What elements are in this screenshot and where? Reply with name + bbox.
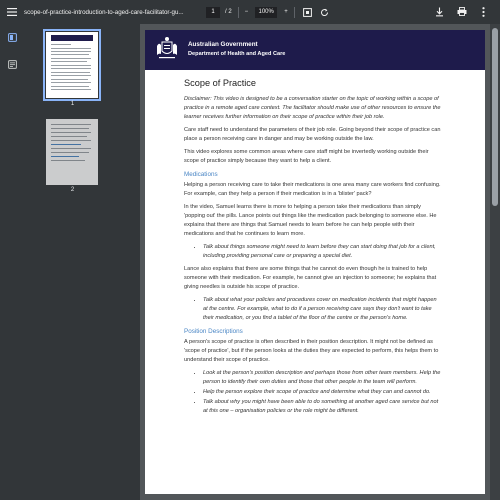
banner-government-name: Australian Government: [188, 41, 258, 48]
sidebar: [0, 24, 25, 500]
disclaimer-text: Disclaimer: This video is designed to be a conversation starter on the topic of working within a scope of practice in a remote aged care context. The facilitator should make use of other resources to ensure the learner receives further information on their scope of practice within their job role.: [184, 96, 441, 120]
document-title: scope-of-practice-introduction-to-aged-care-facilitator-gu...: [24, 8, 184, 16]
pdf-page: [145, 30, 485, 494]
scrollbar-thumb[interactable]: [492, 28, 498, 206]
toolbar-divider: [294, 7, 295, 18]
page-selector: [206, 7, 232, 18]
zoom-controls: [245, 7, 288, 18]
thumbnail-panel: [25, 24, 140, 500]
section-heading-position-descriptions: Position Descriptions: [184, 328, 243, 335]
paragraph: Care staff need to understand the parameters of their job role. Going beyond their scope of practice can place a person receiving care in danger and may be working outside the law.: [184, 127, 441, 142]
rotate-icon[interactable]: [318, 6, 331, 19]
thumbnails-icon[interactable]: [0, 26, 25, 48]
print-icon[interactable]: [455, 5, 468, 18]
list-item: • Talk about what your policies and procedures cover on medication incidents that might happen at the centre. For example, what to do if a person receiving care says they don't want to take their medication, or you find a tablet of the floor of the centre or the person's home.: [203, 296, 441, 323]
zoom-out-button[interactable]: −: [244, 9, 249, 15]
list-item: • Talk about things someone might need to learn before they can start doing that job for a client, including providing personal care or preparing a special diet.: [203, 243, 441, 261]
list-item: • Look at the person's position description and perhaps those from other team members. Help the person to identify their own duties and those that other people in the team will perform.: [203, 369, 441, 387]
paragraph: This video explores some common areas where care staff might be invertedly working outside their scope of practice simply because they want to help a client.: [184, 149, 429, 164]
government-banner: [145, 30, 485, 70]
zoom-input[interactable]: 100%: [255, 7, 277, 18]
page-thumbnail[interactable]: [46, 119, 98, 185]
paragraph: In the video, Samuel learns there is more to helping a person take their medications than simply 'popping out' the pills. Lance points out things like the medication pack belonging to someone else. He explains that there are things that Samuel needs to learn before he can help people with their medications and that he continues to learn more.: [184, 204, 437, 237]
menu-icon[interactable]: [0, 0, 24, 24]
banner-department-name: Department of Health and Aged Care: [188, 51, 286, 57]
section-heading-medications: Medications: [184, 171, 218, 178]
thumbnail-page-number: 1: [70, 101, 75, 107]
page-title: Scope of Practice: [184, 78, 257, 88]
document-content: [184, 77, 441, 420]
page-total: / 2: [225, 9, 232, 15]
more-vert-icon[interactable]: [477, 5, 490, 18]
bullet-list: [203, 369, 441, 416]
list-item: • Talk about why you might have been able to do something at another aged care service but not at this one – organisation policies or the role might be different.: [203, 398, 441, 416]
paragraph: Lance also explains that there are some things that he cannot do even though he is trained to help someone with their medication. For example, he cannot give an injection to someone; he explains that giving needles is outside his scope of practice.: [184, 266, 437, 290]
paragraph: A person's scope of practice is often described in their position description. It might not be defined as 'scope of practice', but if the person looks at the duties they are expected to perform, this helps them to understand their scope of practice.: [184, 339, 439, 363]
fit-to-page-icon[interactable]: [301, 6, 314, 19]
download-icon[interactable]: [433, 5, 446, 18]
scrollbar[interactable]: [490, 24, 500, 500]
document-viewer[interactable]: [140, 24, 500, 500]
paragraph: Helping a person receiving care to take their medications is one area many care workers find confusing. For example, can they help a person if their medication is in a 'blister' pack?: [184, 182, 441, 197]
page-thumbnail[interactable]: [46, 32, 98, 98]
pdf-toolbar: [0, 0, 500, 24]
toolbar-actions: [433, 5, 490, 18]
bullet-list: [203, 296, 441, 323]
toolbar-divider: [238, 7, 239, 18]
outline-icon[interactable]: [0, 53, 25, 75]
thumbnail-page-number: 2: [70, 187, 75, 193]
bullet-list: [203, 243, 441, 261]
coat-of-arms-logo: [156, 36, 178, 62]
zoom-in-button[interactable]: +: [284, 9, 288, 15]
page-number-input[interactable]: 1: [206, 7, 220, 18]
list-item: • Help the person explore their scope of practice and determine what they can and cannot do.: [203, 388, 441, 397]
